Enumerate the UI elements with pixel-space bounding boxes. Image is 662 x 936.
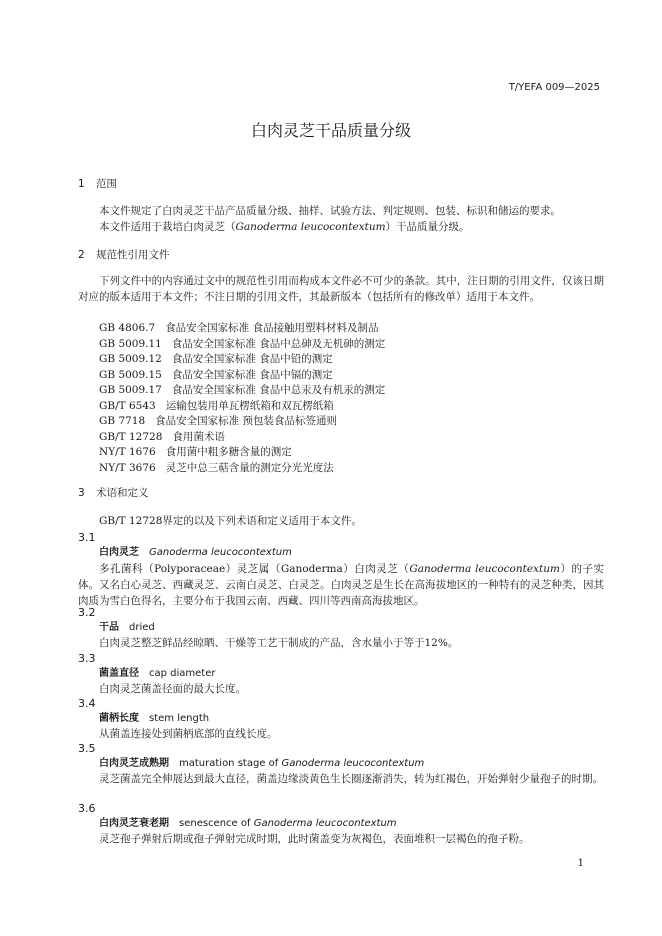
term-name: 白肉灵芝衰老期 senescence of Ganoderma leucocontextum xyxy=(99,818,397,829)
term-name: 菌柄长度 stem length xyxy=(99,713,210,724)
term-name: 菌盖直径 cap diameter xyxy=(99,668,216,679)
reference-list xyxy=(99,320,385,475)
document-title: 白肉灵芝干品质量分级 xyxy=(250,121,411,140)
reference-item: GB 5009.15 食品安全国家标准 食品中镉的测定 xyxy=(99,368,333,381)
reference-item: GB/T 6543 运输包装用单瓦楞纸箱和双瓦楞纸箱 xyxy=(99,399,334,412)
term-number: 3.3 xyxy=(78,652,96,665)
normative-intro: 下列文件中的内容通过文中的规范性引用而构成本文件必不可少的条款。其中，注日期的引用文件，仅该日期对应的版本适用于本文件；不注日期的引用文件，其最新版本（包括所有的修改单）适用于本文件。 xyxy=(78,275,604,303)
reference-item: GB 5009.11 食品安全国家标准 食品中总砷及无机砷的测定 xyxy=(99,337,386,350)
reference-item: NY/T 1676 食用菌中粗多糖含量的测定 xyxy=(99,446,292,458)
term-number: 3.1 xyxy=(78,531,96,544)
term-number: 3.2 xyxy=(78,606,96,619)
term-name: 白肉灵芝成熟期 maturation stage of Ganoderma leucocontextum xyxy=(99,758,425,769)
term-definition: 白肉灵芝菌盖径面的最大长度。 xyxy=(99,683,246,695)
reference-item: GB/T 12728 食用菌术语 xyxy=(99,430,225,443)
term-number: 3.4 xyxy=(78,697,96,710)
section-heading-terms: 3 术语和定义 xyxy=(78,487,149,499)
section-heading-scope: 1 范围 xyxy=(78,178,117,190)
term-definition: 白肉灵芝整芝鲜品经晾晒、干燥等工艺干制成的产品，含水量小于等于12%。 xyxy=(99,637,459,649)
reference-item: GB 4806.7 食品安全国家标准 食品接触用塑料材料及制品 xyxy=(99,322,379,334)
term-definition: 灵芝菌盖完全伸展达到最大直径，菌盖边缘淡黄色生长圈逐渐消失，转为红褐色，开始弹射少量孢子的时期。 xyxy=(99,773,603,785)
reference-item: GB 5009.12 食品安全国家标准 食品中铅的测定 xyxy=(99,353,333,365)
term-number: 3.5 xyxy=(78,742,96,755)
term-definition: 多孔菌科（Polyporaceae）灵芝属（Ganoderma）白肉灵芝（Ganoderma leucocontextum）的子实体。又名白心灵芝、西藏灵芝、云南白灵芝、白灵芝。白肉灵芝是生长在高海拔地区的一种特有的灵芝种类，因其肉质为雪白色得名，主要分布于我国云南、西藏、四川等西南高海拔地区。 xyxy=(78,563,605,607)
reference-item: GB 7718 食品安全国家标准 预包装食品标签通则 xyxy=(99,415,338,427)
page-number: 1 xyxy=(577,858,584,869)
reference-item: GB 5009.17 食品安全国家标准 食品中总汞及有机汞的测定 xyxy=(99,384,386,396)
term-definition: 灵芝孢子弹射后期或孢子弹射完成时期，此时菌盖变为灰褐色，表面堆积一层褐色的孢子粉。 xyxy=(99,833,530,845)
term-name: 干品 dried xyxy=(99,622,155,633)
terms-intro: GB/T 12728界定的以及下列术语和定义适用于本文件。 xyxy=(99,515,362,527)
document-code: T/YEFA 009—2025 xyxy=(508,82,600,93)
scope-paragraph-2: 本文件适用于栽培白肉灵芝（Ganoderma leucocontextum）干品质量分级。 xyxy=(99,221,470,233)
term-definition: 从菌盖连接处到菌柄底部的直线长度。 xyxy=(99,728,278,740)
term-number: 3.6 xyxy=(78,802,96,815)
scope-paragraph-1: 本文件规定了白肉灵芝干品产品质量分级、抽样、试验方法、判定规则、包装、标识和储运的要求。 xyxy=(99,205,561,217)
section-heading-normative: 2 规范性引用文件 xyxy=(78,249,170,261)
reference-item: NY/T 3676 灵芝中总三萜含量的测定分光光度法 xyxy=(99,461,334,474)
term-name: 白肉灵芝 Ganoderma leucocontextum xyxy=(99,547,292,558)
